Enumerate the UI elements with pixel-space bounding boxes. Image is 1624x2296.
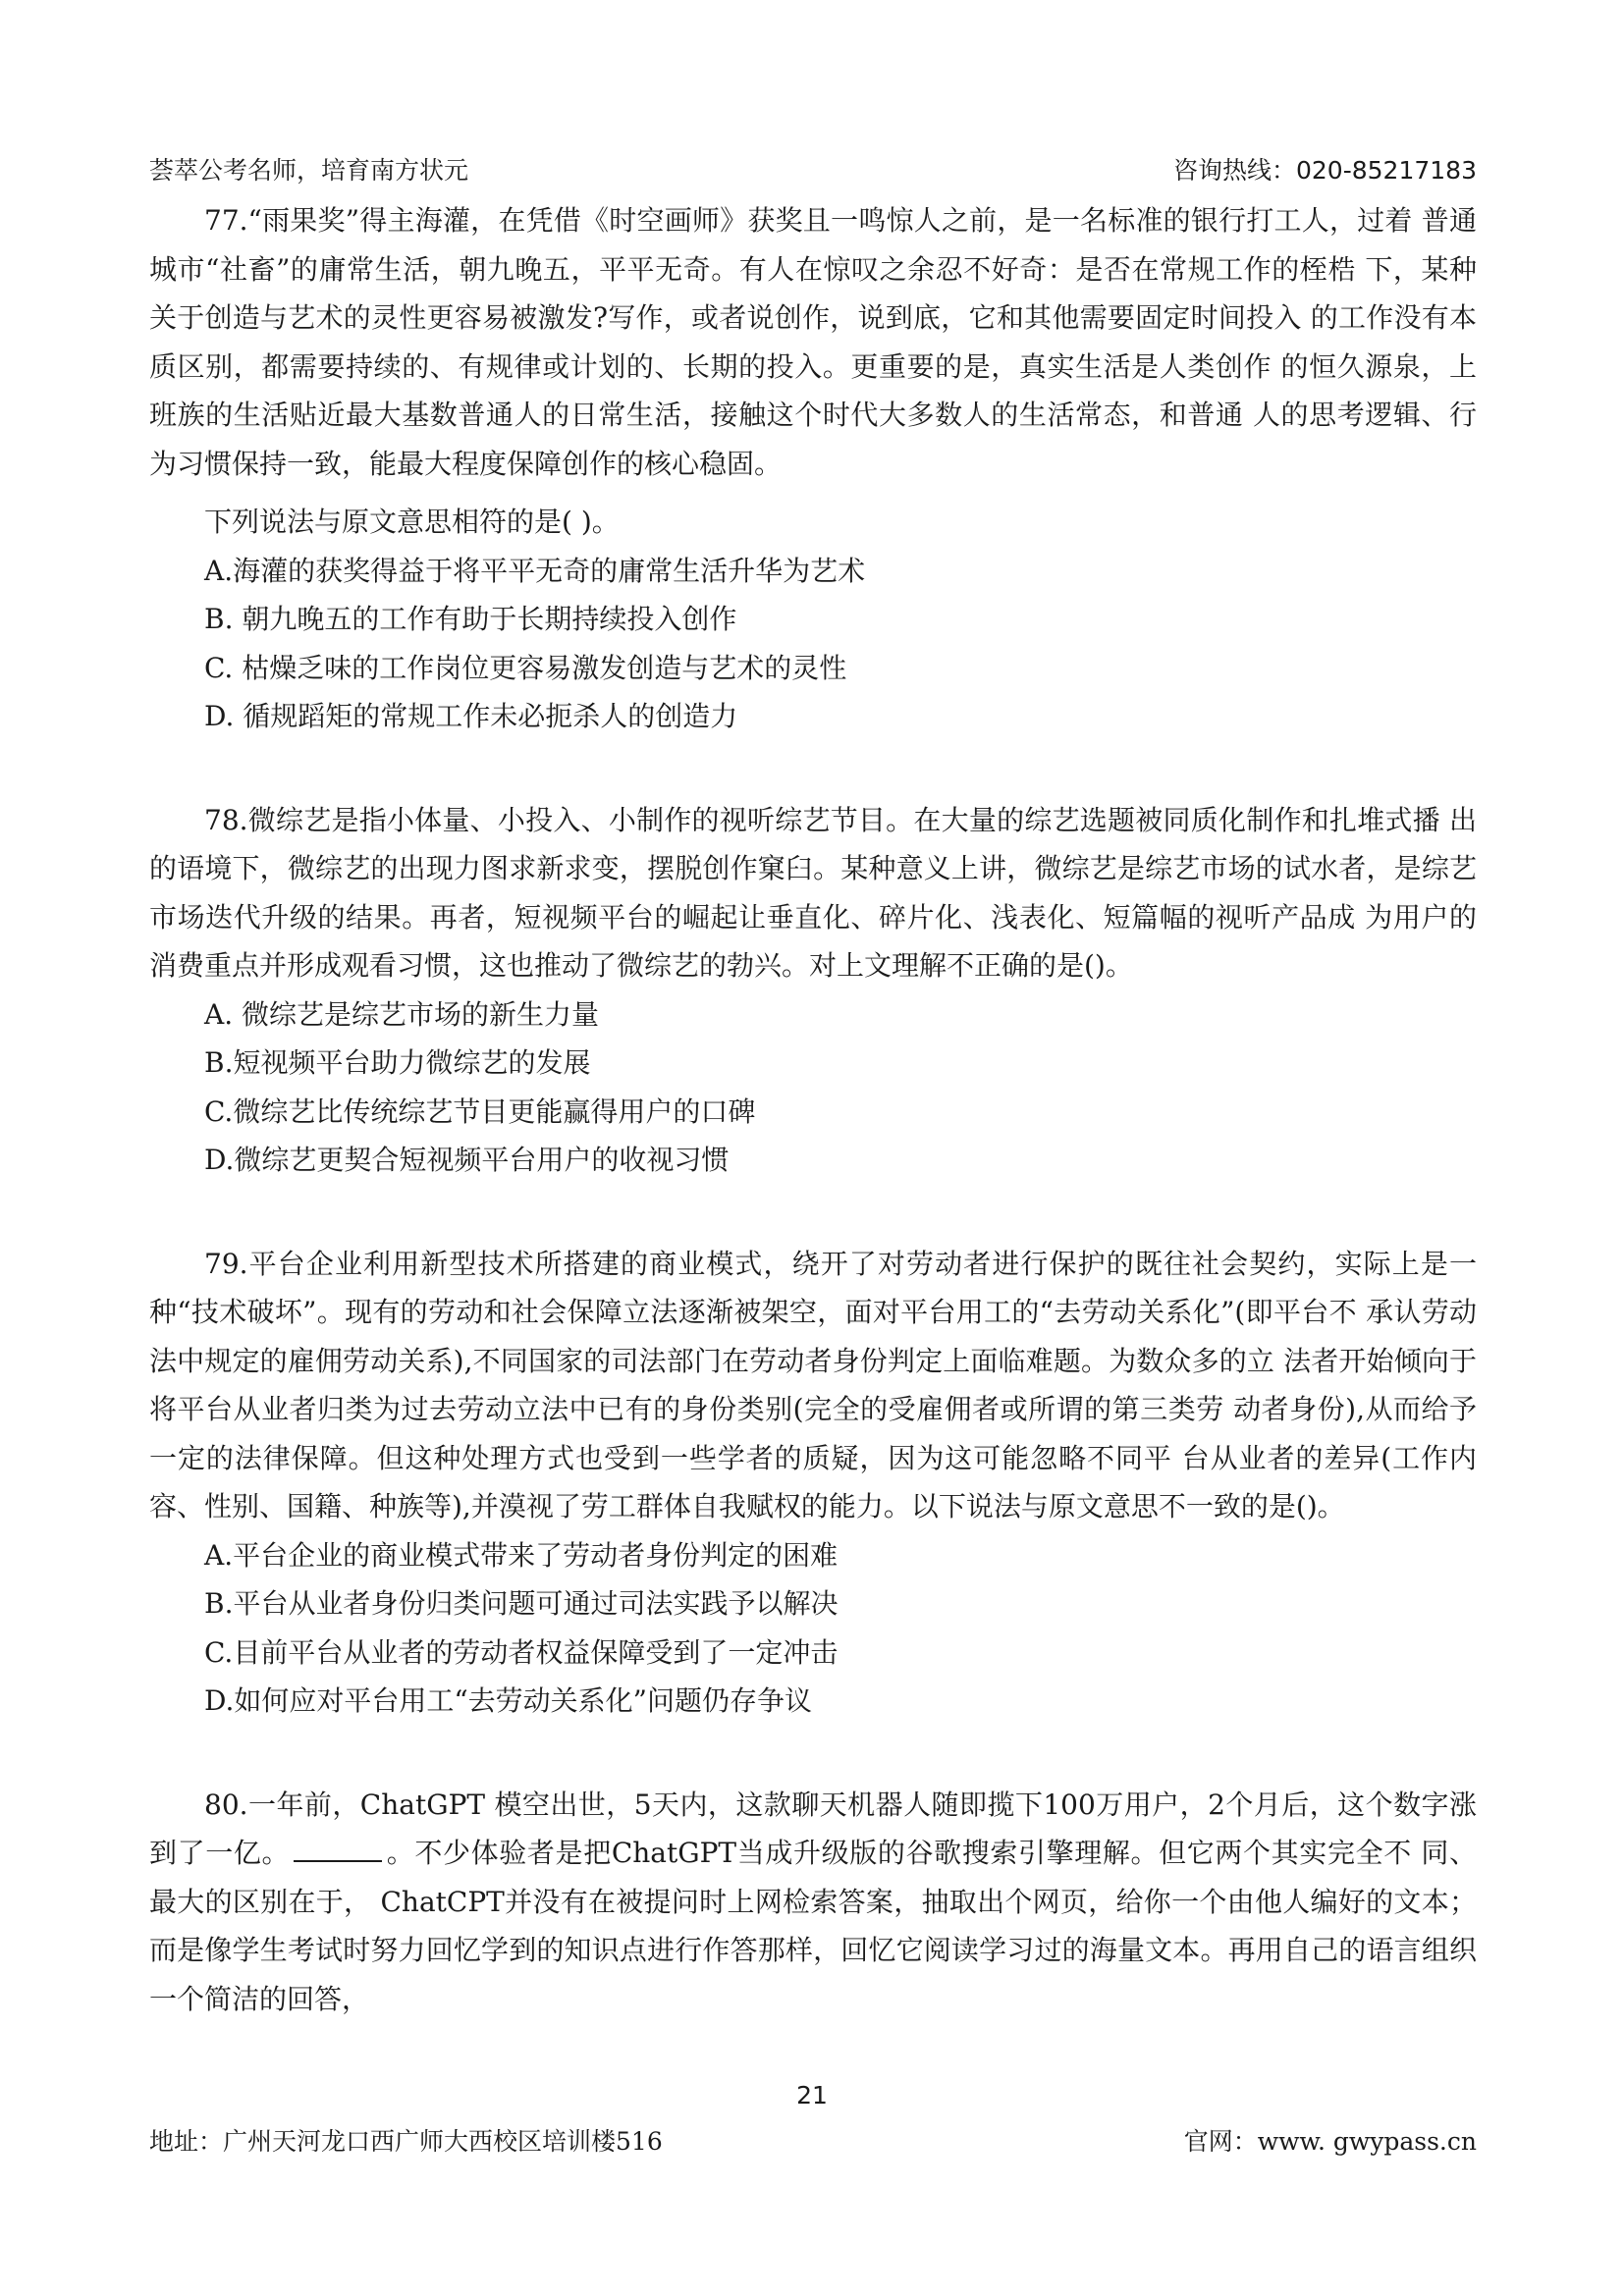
option-b: B.平台从业者身份归类问题可通过司法实践予以解决: [204, 1587, 839, 1620]
question-79: [149, 1240, 1477, 1726]
option-a: A.海灌的获奖得益于将平平无奇的庸常生活升华为艺术: [204, 554, 866, 587]
page-header: [149, 149, 1477, 188]
option-list: [149, 547, 1477, 741]
option-c: C.目前平台从业者的劳动者权益保障受到了一定冲击: [204, 1635, 839, 1669]
option-b: B. 朝九晚五的工作有助于长期持续投入创作: [204, 603, 737, 635]
option-list: [149, 990, 1477, 1185]
fill-in-blank: [294, 1833, 382, 1862]
question-text: 78.微综艺是指小体量、小投入、小制作的视听综艺节目。在大量的综艺选题被同质化制作和扎堆式播 出的语境下，微综艺的出现力图求新求变，摆脱创作窠臼。某种意义上讲，微综艺是综艺市场的试水者，是综艺市场迭代升级的结果。再者，短视频平台的崛起让垂直化、碎片化、浅表化、短篇幅的视听产品成 为用户的消费重点并形成观看习惯，这也推动了微综艺的勃兴。对上文理解不正确的是()。: [149, 803, 1477, 982]
footer-address: 地址：广州天河龙口西广师大西校区培训楼516: [149, 2127, 663, 2156]
option-a: A. 微综艺是综艺市场的新生力量: [204, 997, 600, 1031]
option-d: D.如何应对平台用工“去劳动关系化”问题仍存争议: [204, 1684, 812, 1717]
page-content: [149, 196, 1477, 2023]
question-text-after-blank: 。不少体验者是把ChatGPT当成升级版的谷歌搜索引擎理解。但它两个其实完全不 同、最大的区别在于， ChatCPT并没有在被提问时上网检索答案，抽取出个网页，给你一个由他人编好的文本；而是像学生考试时努力回忆学到的知识点进行作答那样，回忆它阅读学习过的海量文本。再用自己的语言组织一个简洁的回答，: [149, 1837, 1477, 2015]
option-c: C.微综艺比传统综艺节目更能赢得用户的口碑: [204, 1095, 756, 1128]
option-b: B.短视频平台助力微综艺的发展: [204, 1046, 591, 1079]
footer-website: 官网：www. gwypass.cn: [1183, 2127, 1477, 2156]
question-text: 79.平台企业利用新型技术所搭建的商业模式，绕开了对劳动者进行保护的既往社会契约，实际上是一 种“技术破坏”。现有的劳动和社会保障立法逐渐被架空，面对平台用工的“去劳动关系化”(即平台不 承认劳动法中规定的雇佣劳动关系),不同国家的司法部门在劳动者身份判定上面临难题。为数众多的立 法者开始倾向于将平台从业者归类为过去劳动立法中已有的身份类别(完全的受雇佣者或所谓的第三类劳 动者身份),从而给予一定的法律保障。但这种处理方式也受到一些学者的质疑，因为这可能忽略不同平 台从业者的差异(工作内容、性别、国籍、种族等),并漠视了劳工群体自我赋权的能力。以下说法与原文意思不一致的是()。: [149, 1247, 1477, 1522]
question-78: [149, 796, 1477, 1185]
header-hotline: 咨询热线：020-85217183: [1173, 156, 1477, 185]
question-text: 77.“雨果奖”得主海灌，在凭借《时空画师》获奖且一鸣惊人之前，是一名标准的银行打工人，过着 普通城市“社畜”的庸常生活，朝九晚五，平平无奇。有人在惊叹之余忍不好奇：是否在常规工作的桎梏 下，某种关于创造与艺术的灵性更容易被激发?写作，或者说创作，说到底，它和其他需要固定时间投入 的工作没有本质区别，都需要持续的、有规律或计划的、长期的投入。更重要的是，真实生活是人类创作 的恒久源泉，上班族的生活贴近最大基数普通人的日常生活，接触这个时代大多数人的生活常态，和普通 人的思考逻辑、行为习惯保持一致，能最大程度保障创作的核心稳固。: [149, 204, 1477, 480]
question-77: [149, 196, 1477, 741]
header-slogan: 荟萃公考名师，培育南方状元: [149, 156, 469, 185]
question-text: [149, 1781, 1477, 2024]
option-list: [149, 1531, 1477, 1726]
option-c: C. 枯燥乏味的工作岗位更容易激发创造与艺术的灵性: [204, 651, 847, 684]
page-footer: [149, 2120, 1477, 2160]
question-prompt: 下列说法与原文意思相符的是( )。: [204, 506, 620, 538]
page-number: 21: [796, 2081, 828, 2109]
option-a: A.平台企业的商业模式带来了劳动者身份判定的困难: [204, 1538, 839, 1572]
question-80: [149, 1781, 1477, 2024]
option-d: D. 循规蹈矩的常规工作未必扼杀人的创造力: [204, 700, 738, 732]
option-d: D.微综艺更契合短视频平台用户的收视习惯: [204, 1144, 730, 1176]
question-text-before-blank: 80.一年前，ChatGPT 模空出世，5天内，这款聊天机器人随即揽下100万用户，2个月后，这个数字涨到了一亿。: [149, 1788, 1477, 1869]
